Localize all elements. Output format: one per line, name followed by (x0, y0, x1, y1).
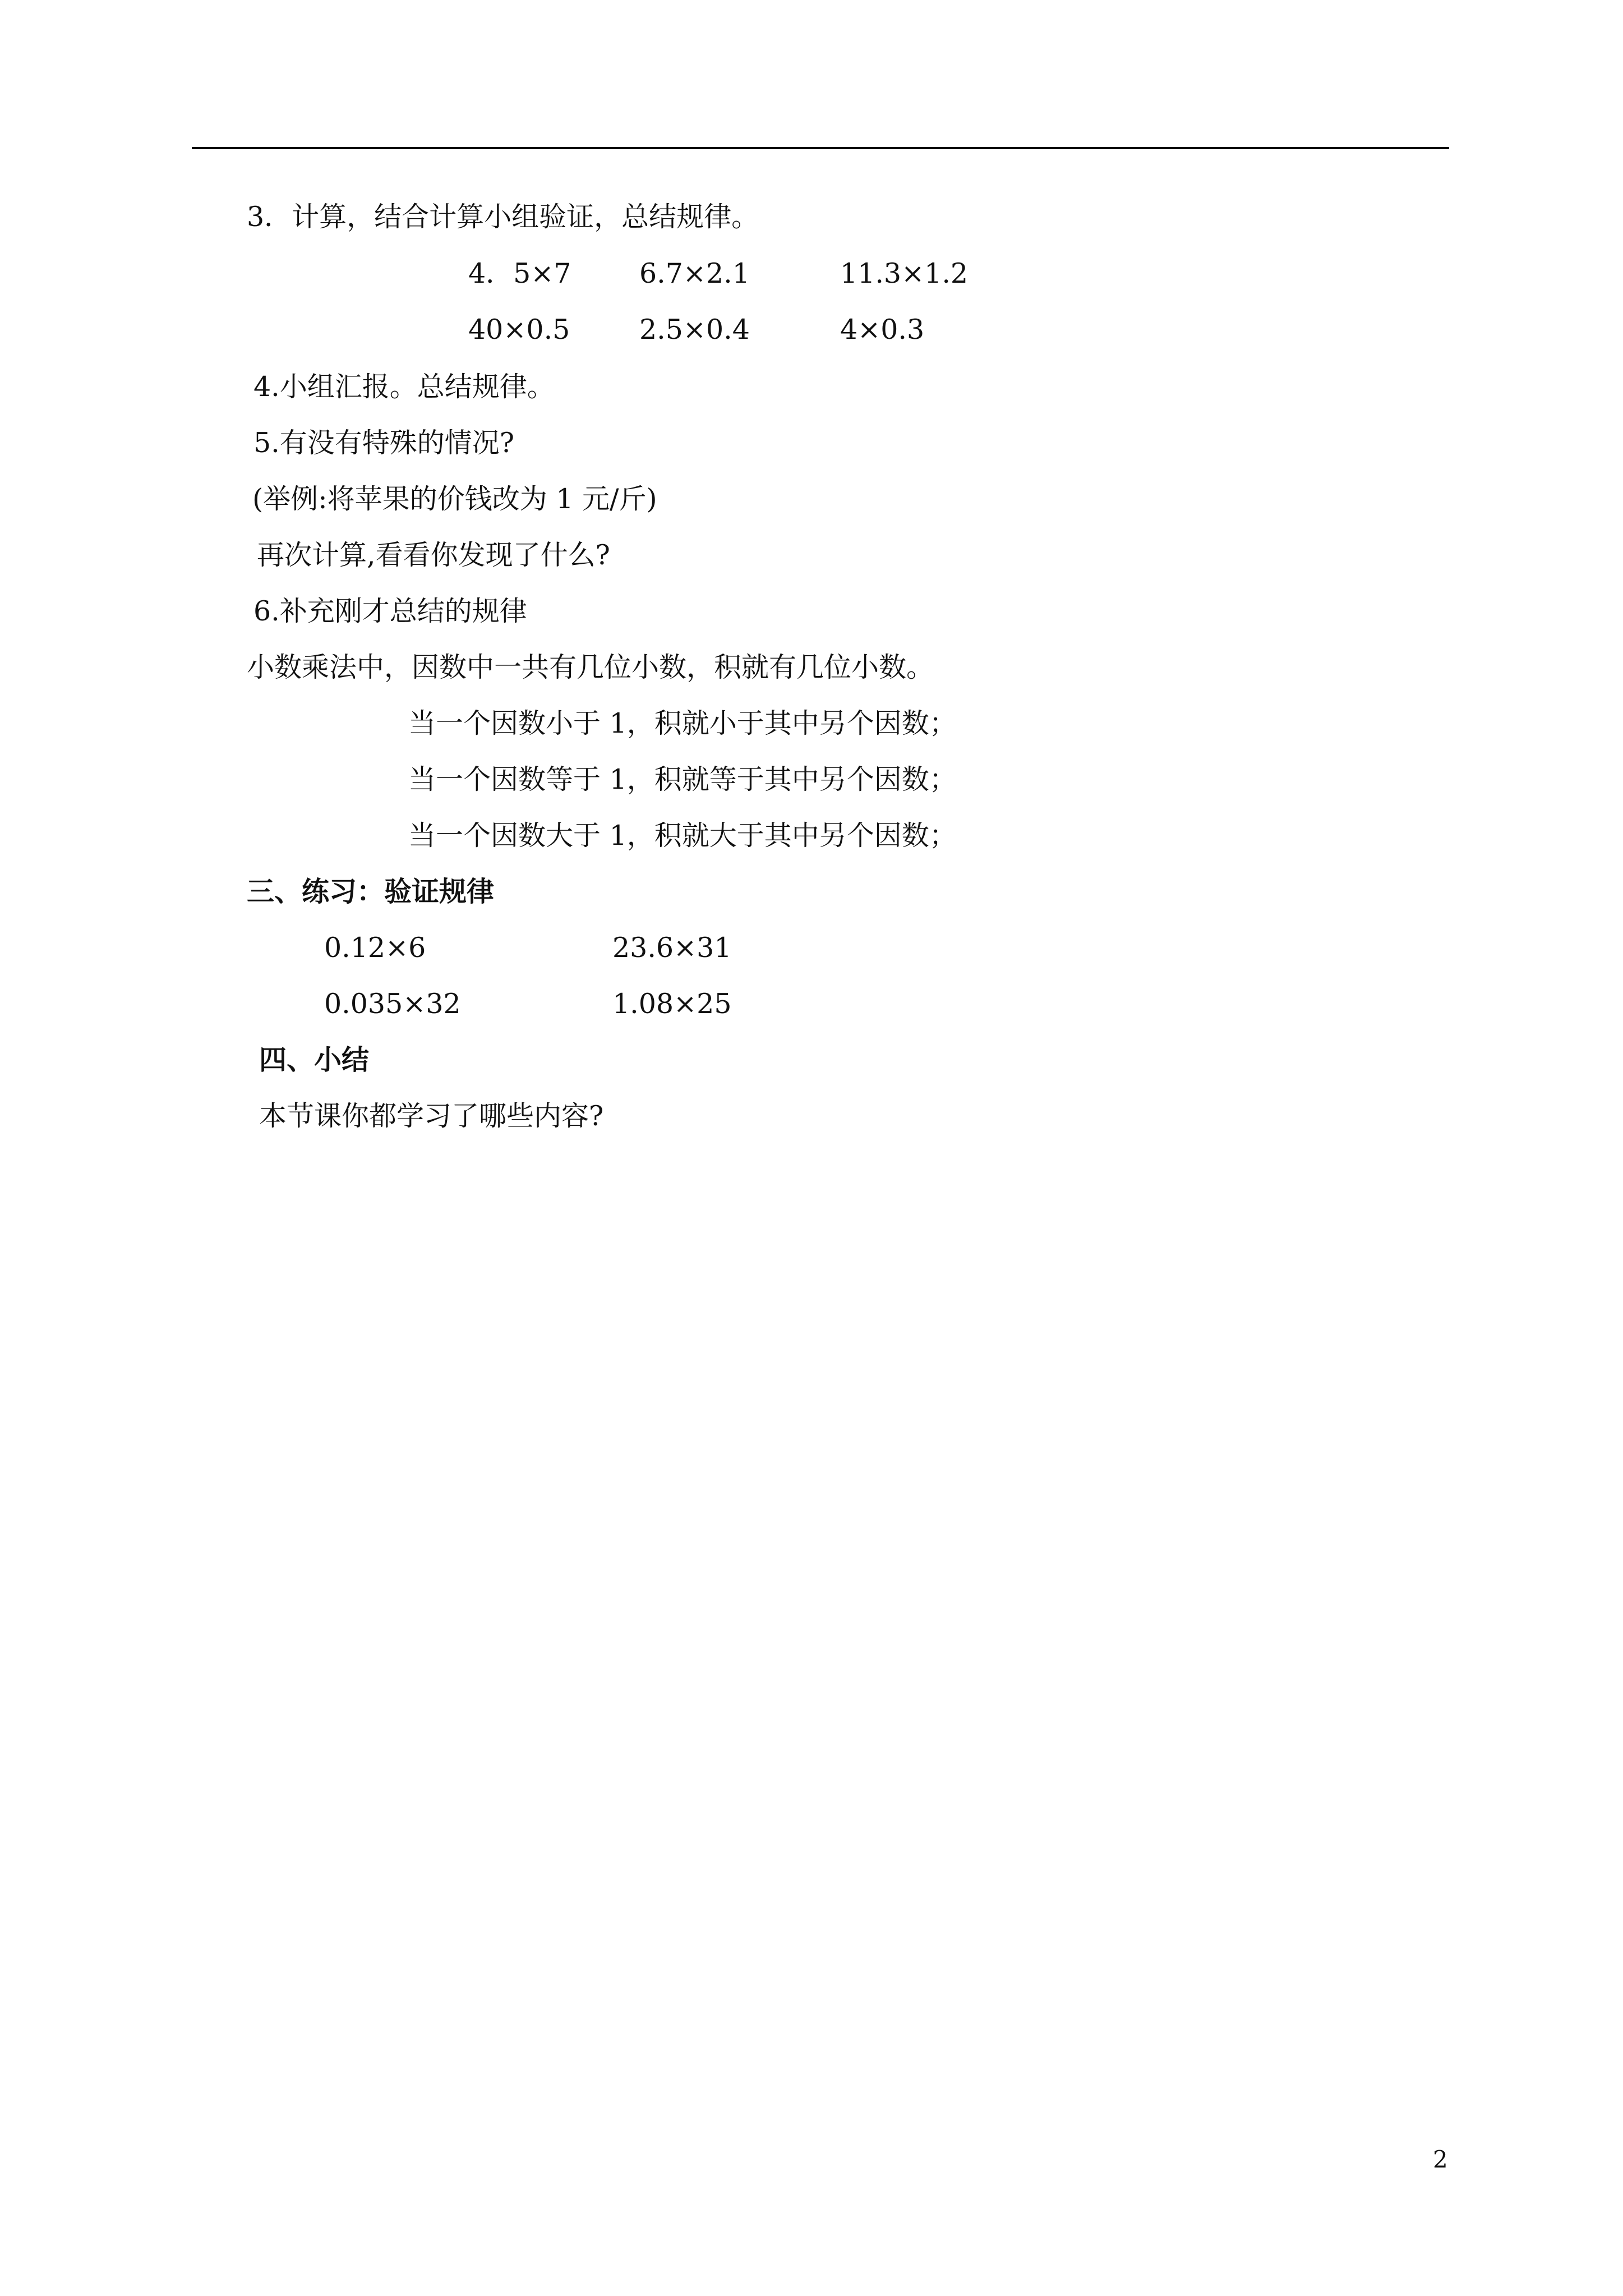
step-5: 5.有没有特殊的情况? (253, 427, 515, 459)
calc-row2-item2: 2.5×0.4 (639, 314, 750, 346)
calc-row1-item1: 4．5×7 (468, 257, 571, 289)
summary-question: 本节课你都学习了哪些内容? (259, 1100, 604, 1132)
practice-row1-item2: 23.6×31 (612, 932, 732, 964)
header-rule (192, 147, 1449, 149)
calc-row1-item2: 6.7×2.1 (639, 257, 750, 289)
page-number: 2 (1433, 2146, 1448, 2173)
rule-less-than-one: 当一个因数小于 1，积就小于其中另个因数； (408, 707, 957, 739)
rule-equal-one: 当一个因数等于 1，积就等于其中另个因数； (408, 763, 957, 795)
rule-main: 小数乘法中，因数中一共有几位小数，积就有几位小数。 (247, 651, 934, 683)
calc-row2-item1: 40×0.5 (468, 314, 570, 346)
calc-row1-item3: 11.3×1.2 (840, 257, 969, 289)
practice-row1-item1: 0.12×6 (324, 932, 426, 964)
practice-row2-item2: 1.08×25 (612, 988, 732, 1020)
recalc-prompt: 再次计算,看看你发现了什么? (257, 539, 610, 571)
step-4: 4.小组汇报。总结规律。 (253, 371, 555, 403)
practice-row2-item1: 0.035×32 (324, 988, 461, 1020)
example-note: (举例:将苹果的价钱改为 1 元/斤) (252, 483, 657, 515)
section-3-title: 三、练习：验证规律 (247, 875, 495, 908)
calc-row2-item3: 4×0.3 (840, 314, 925, 346)
step-6: 6.补充刚才总结的规律 (253, 595, 527, 627)
rule-greater-than-one: 当一个因数大于 1，积就大于其中另个因数； (408, 820, 957, 852)
section-4-title: 四、小结 (259, 1043, 370, 1076)
step-3: 3．计算，结合计算小组验证，总结规律。 (247, 201, 759, 233)
